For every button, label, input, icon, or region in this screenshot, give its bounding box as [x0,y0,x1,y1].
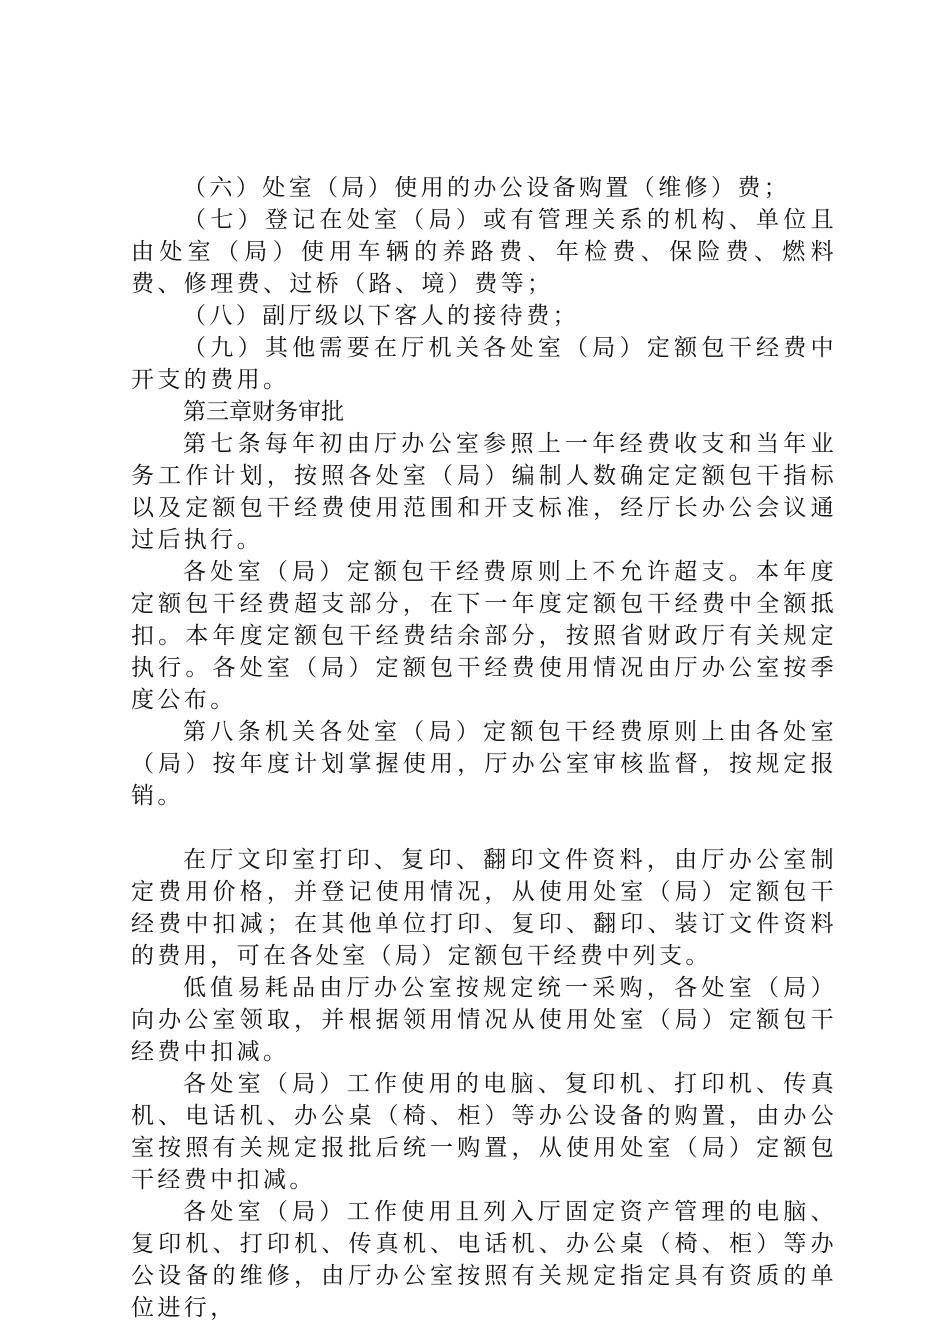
paragraph-item-7: （七）登记在处室（局）或有管理关系的机构、单位且由处室（局）使用车辆的养路费、年检费、保险费、燃料费、修理费、过桥（路、境）费等； [131,207,837,297]
paragraph-equipment-repair: 各处室（局）工作使用且列入厅固定资产管理的电脑、复印机、打印机、传真机、电话机、办公桌（椅、柜）等办公设备的维修，由厅办公室按照有关规定指定具有资质的单位进行， [131,1199,837,1321]
chapter-heading: 第三章财务审批 [183,399,344,425]
paragraph-consumables: 低值易耗品由厅办公室按规定统一采购，各处室（局）向办公室领取，并根据领用情况从使用处室（局）定额包干经费中扣减。 [131,975,837,1065]
article-8: 第八条机关各处室（局）定额包干经费原则上由各处室（局）按年度计划掌握使用，厅办公室审核监督，按规定报销。 [131,719,837,809]
paragraph-overspend-rule: 各处室（局）定额包干经费原则上不允许超支。本年度定额包干经费超支部分，在下一年度定额包干经费中全额抵扣。本年度定额包干经费结余部分，按照省财政厅有关规定执行。各处室（局）定额包干经费使用情况由厅办公室按季度公布。 [131,559,837,713]
paragraph-equipment-purchase: 各处室（局）工作使用的电脑、复印机、打印机、传真机、电话机、办公桌（椅、柜）等办公设备的购置，由办公室按照有关规定报批后统一购置，从使用处室（局）定额包干经费中扣减。 [131,1071,837,1193]
article-7: 第七条每年初由厅办公室参照上一年经费收支和当年业务工作计划，按照各处室（局）编制人数确定定额包干指标以及定额包干经费使用范围和开支标准，经厅长办公会议通过后执行。 [131,431,837,553]
paragraph-item-8: （八）副厅级以下客人的接待费； [183,303,579,329]
paragraph-item-9: （九）其他需要在厅机关各处室（局）定额包干经费中开支的费用。 [131,335,837,393]
document-body [131,172,837,1324]
paragraph-printing: 在厅文印室打印、复印、翻印文件资料，由厅办公室制定费用价格，并登记使用情况，从使用处室（局）定额包干经费中扣减；在其他单位打印、复印、翻印、装订文件资料的费用，可在各处室（局）定额包干经费中列支。 [131,847,837,969]
paragraph-item-6: （六）处室（局）使用的办公设备购置（维修）费； [183,175,791,201]
